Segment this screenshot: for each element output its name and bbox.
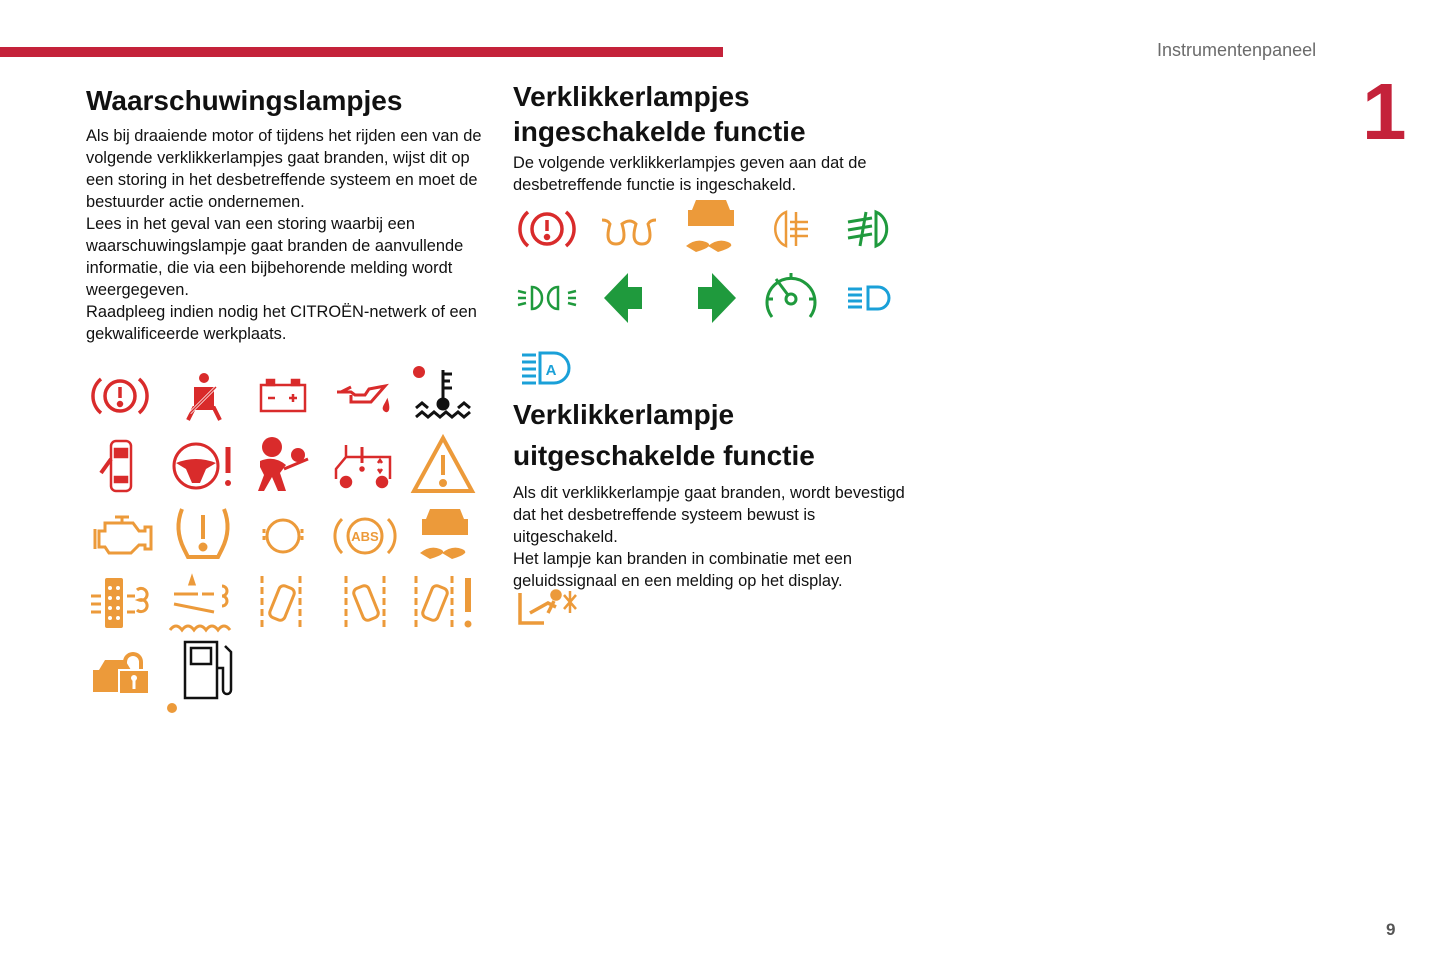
svg-text:A: A [545,362,557,379]
general-warning-icon [410,433,476,495]
brake-warning-icon [87,365,153,427]
stability-control-icon [678,196,744,258]
header-accent-bar [0,47,723,57]
lane-assist-fault-icon [410,572,476,634]
abs-icon [332,505,398,567]
engine-check-icon [89,505,155,567]
page-number: 9 [1386,920,1396,939]
running-head: Instrumentenpaneel [1157,40,1317,60]
turn-left-icon [596,267,662,329]
chapter-number: 1 [1362,67,1407,156]
door-open-icon [87,435,153,497]
lane-departure-right-icon [332,572,398,634]
seatbelt-icon [170,365,236,427]
paragraph: Raadpleeg indien nodig het CITROËN-netwerk of een gekwalificeerde werkplaats. [86,303,477,343]
cruise-control-icon [758,265,824,327]
main-beam-icon [840,267,906,329]
particle-filter-icon [89,572,155,634]
active-lamps-section [513,82,913,196]
side-lights-icon [514,267,580,329]
water-in-diesel-icon [168,572,234,634]
paragraph: Als dit verklikkerlampje gaat branden, wordt bevestigd dat het desbetreffende systeem bewust is uitgeschakeld. [513,484,905,546]
turn-right-icon [678,267,744,329]
anti-theft-lock-icon [89,642,155,704]
paragraph: De volgende verklikkerlampjes geven aan dat de desbetreffende functie is ingeschakeld. [513,154,867,194]
warning-lamps-section [86,86,486,345]
lane-departure-left-icon [250,572,316,634]
parking-brake-icon [514,198,580,260]
section-title-line2: ingeschakelde functie [513,116,806,147]
power-steering-icon [170,435,236,497]
section-title-line1: Verklikkerlampjes [513,81,750,112]
paragraph: Als bij draaiende motor of tijdens het rijden een van de volgende verklikkerlampjes gaat branden, wijst dit op een storing in het desbetreffende systeem en moet de bestuurder actie ondernemen. [86,127,482,211]
paragraph: Het lampje kan branden in combinatie met een geluidssignaal en een melding op het display. [513,550,852,590]
svg-text:ABS: ABS [351,529,379,544]
tyre-pressure-icon [170,503,236,565]
brake-pad-wear-icon [250,505,316,567]
auto-main-beam-icon [514,337,580,399]
coolant-temperature-icon [410,362,476,424]
battery-icon [250,365,316,427]
section-title-line1: Verklikkerlampje [513,399,735,430]
deactivated-lamp-section [513,400,913,592]
van-fault-icon [332,435,398,497]
rear-fog-light-icon [760,198,826,260]
fuel-low-icon [165,638,245,718]
section-title-line2: uitgeschakelde functie [513,440,815,471]
airbag-icon [250,433,316,495]
section-title: Waarschuwingslampjes [86,85,403,116]
stability-control-icon [412,503,478,565]
glow-plug-icon [596,198,662,260]
front-fog-light-icon [840,198,906,260]
passenger-airbag-off-icon [514,583,584,635]
oil-pressure-icon [333,365,399,427]
paragraph: Lees in het geval van een storing waarbij een waarschuwingslampje gaat branden de aanvullende informatie, die via een bijbehorende melding wordt weergegeven. [86,215,464,299]
